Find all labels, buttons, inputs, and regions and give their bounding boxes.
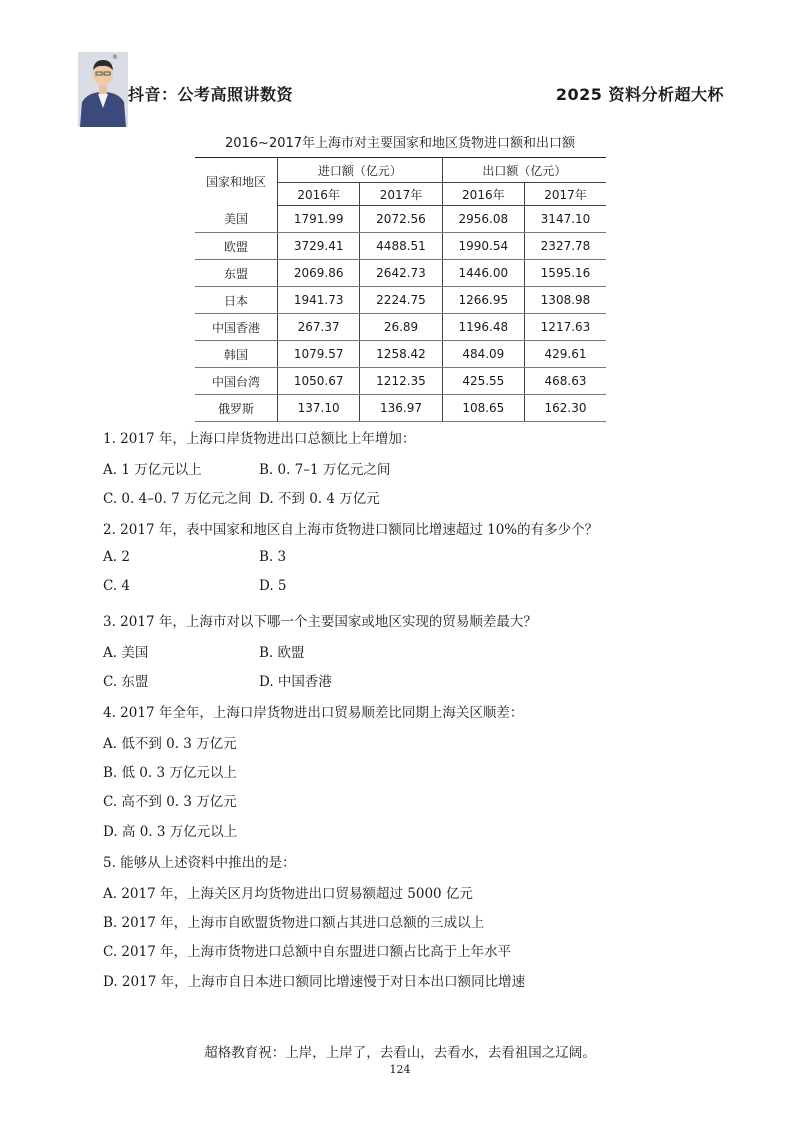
region-name-cell: 中国台湾 <box>195 368 278 395</box>
import-2017-cell: 1258.42 <box>360 341 442 368</box>
export-2017-cell: 162.30 <box>524 395 606 422</box>
answer-option[interactable]: B. 3 <box>259 549 287 565</box>
answer-option[interactable]: C. 0. 4–0. 7 万亿元之间 <box>103 491 252 507</box>
export-2016-cell: 1196.48 <box>442 314 524 341</box>
import-2016-cell: 1050.67 <box>278 368 360 395</box>
import-2016-cell: 267.37 <box>278 314 360 341</box>
export-2016-cell: 2956.08 <box>442 206 524 233</box>
region-name-cell: 日本 <box>195 287 278 314</box>
import-2016-cell: 1079.57 <box>278 341 360 368</box>
question-stem: 4. 2017 年全年，上海口岸货物进出口贸易顺差比同期上海关区顺差： <box>103 705 524 721</box>
export-2016-cell: 1446.00 <box>442 260 524 287</box>
answer-option[interactable]: C. 高不到 0. 3 万亿元 <box>103 794 237 810</box>
table-row <box>195 287 606 314</box>
region-name-cell: 欧盟 <box>195 233 278 260</box>
export-2016-cell: 1266.95 <box>442 287 524 314</box>
answer-option[interactable]: D. 5 <box>259 578 287 594</box>
answer-option[interactable]: D. 2017 年，上海市自日本进口额同比增速慢于对日本出口额同比增速 <box>103 974 526 990</box>
answer-option[interactable]: D. 不到 0. 4 万亿元 <box>259 491 380 507</box>
table-row <box>195 341 606 368</box>
export-2017-cell: 468.63 <box>524 368 606 395</box>
table-row <box>195 368 606 395</box>
export-group-header: 出口额（亿元） <box>442 158 606 183</box>
import-2017-cell: 1212.35 <box>360 368 442 395</box>
import-2016-header: 2016年 <box>278 183 360 206</box>
export-2016-cell: 425.55 <box>442 368 524 395</box>
import-2017-cell: 4488.51 <box>360 233 442 260</box>
export-2017-cell: 429.61 <box>524 341 606 368</box>
export-2017-cell: 1217.63 <box>524 314 606 341</box>
answer-option[interactable]: B. 低 0. 3 万亿元以上 <box>103 765 237 781</box>
table-row <box>195 260 606 287</box>
import-2017-cell: 2072.56 <box>360 206 442 233</box>
export-2016-cell: 108.65 <box>442 395 524 422</box>
footer-slogan: 超格教育祝：上岸，上岸了，去看山，去看水，去看祖国之辽阔。 <box>204 1045 596 1061</box>
import-2017-header: 2017年 <box>360 183 442 206</box>
table-body <box>195 206 606 422</box>
header-book-title: 2025 资料分析超大杯 <box>555 85 724 104</box>
import-2016-cell: 1941.73 <box>278 287 360 314</box>
answer-option[interactable]: A. 美国 <box>103 645 149 661</box>
answer-option[interactable]: D. 中国香港 <box>259 674 332 690</box>
export-2017-cell: 1308.98 <box>524 287 606 314</box>
answer-option[interactable]: A. 低不到 0. 3 万亿元 <box>103 736 237 752</box>
answer-option[interactable]: B. 2017 年，上海市自欧盟货物进口额占其进口总额的三成以上 <box>103 915 485 931</box>
answer-option[interactable]: C. 4 <box>103 578 131 594</box>
export-2017-cell: 3147.10 <box>524 206 606 233</box>
question-stem: 5. 能够从上述资料中推出的是： <box>103 855 296 871</box>
answer-option[interactable]: B. 欧盟 <box>259 645 305 661</box>
table-row <box>195 314 606 341</box>
header-douyin-account: 抖音：公考高照讲数资 <box>128 85 294 104</box>
table-row <box>195 395 606 422</box>
answer-option[interactable]: B. 0. 7–1 万亿元之间 <box>259 462 391 478</box>
import-2017-cell: 26.89 <box>360 314 442 341</box>
table-title: 2016~2017年上海市对主要国家和地区货物进口额和出口额 <box>224 136 576 151</box>
region-name-cell: 中国香港 <box>195 314 278 341</box>
registered-mark: ® <box>112 54 118 61</box>
trade-table <box>195 157 606 422</box>
export-2016-cell: 484.09 <box>442 341 524 368</box>
answer-option[interactable]: A. 2 <box>103 549 130 565</box>
export-2017-cell: 2327.78 <box>524 233 606 260</box>
import-2017-cell: 2224.75 <box>360 287 442 314</box>
export-2016-header: 2016年 <box>442 183 524 206</box>
region-name-cell: 东盟 <box>195 260 278 287</box>
author-photo <box>78 52 128 127</box>
table-row <box>195 233 606 260</box>
table-row <box>195 206 606 233</box>
import-2017-cell: 136.97 <box>360 395 442 422</box>
question-stem: 1. 2017 年，上海口岸货物进出口总额比上年增加： <box>103 431 416 447</box>
page-number: 124 <box>389 1063 411 1076</box>
import-group-header: 进口额（亿元） <box>278 158 443 183</box>
region-name-cell: 俄罗斯 <box>195 395 278 422</box>
export-2017-header: 2017年 <box>524 183 606 206</box>
answer-option[interactable]: A. 1 万亿元以上 <box>103 462 202 478</box>
question-stem: 3. 2017 年，上海市对以下哪一个主要国家或地区实现的贸易顺差最大？ <box>103 614 537 630</box>
region-name-cell: 韩国 <box>195 341 278 368</box>
import-2016-cell: 3729.41 <box>278 233 360 260</box>
row-header: 国家和地区 <box>195 158 278 206</box>
import-2016-cell: 2069.86 <box>278 260 360 287</box>
answer-option[interactable]: D. 高 0. 3 万亿元以上 <box>103 824 238 840</box>
answer-option[interactable]: A. 2017 年，上海关区月均货物进出口贸易额超过 5000 亿元 <box>103 886 473 902</box>
answer-option[interactable]: C. 东盟 <box>103 674 149 690</box>
region-name-cell: 美国 <box>195 206 278 233</box>
export-2016-cell: 1990.54 <box>442 233 524 260</box>
answer-option[interactable]: C. 2017 年，上海市货物进口总额中自东盟进口额占比高于上年水平 <box>103 944 512 960</box>
import-2017-cell: 2642.73 <box>360 260 442 287</box>
person-photo-icon <box>78 52 128 127</box>
import-2016-cell: 1791.99 <box>278 206 360 233</box>
import-2016-cell: 137.10 <box>278 395 360 422</box>
question-stem: 2. 2017 年，表中国家和地区自上海市货物进口额同比增速超过 10%的有多少个？ <box>103 522 599 538</box>
export-2017-cell: 1595.16 <box>524 260 606 287</box>
